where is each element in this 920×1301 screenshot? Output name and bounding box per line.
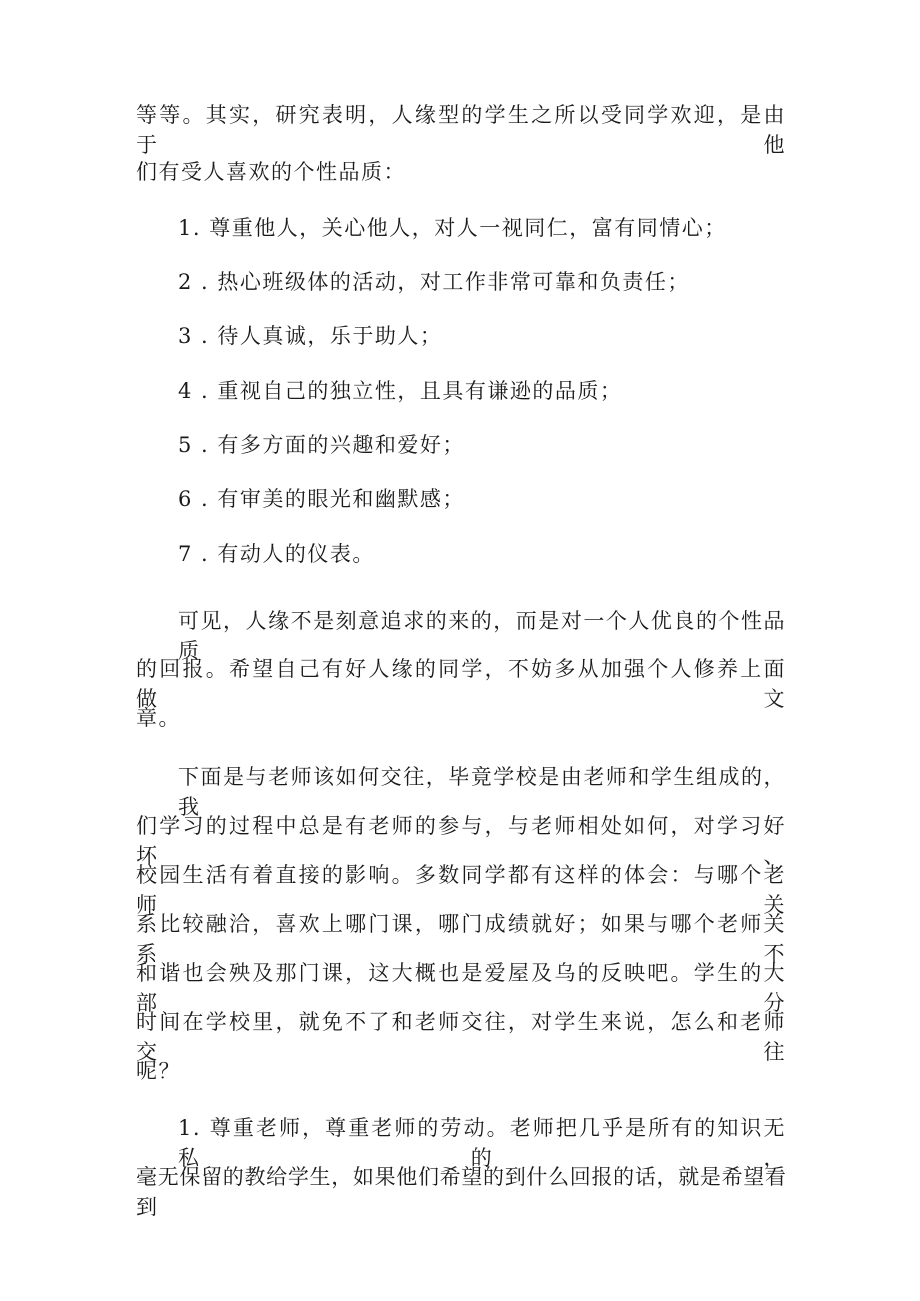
intro-line: 等等。其实，研究表明，人缘型的学生之所以受同学欢迎，是由于他 [136,103,786,157]
quality-item: 6 . 有审美的眼光和幽默感； [178,487,465,511]
conclusion-line: 可见，人缘不是刻意追求的来的，而是对一个人优良的个性品质 [178,609,786,663]
quality-item: 5 . 有多方面的兴趣和爱好； [178,433,465,457]
teacher-line: 时间在学校里，就免不了和老师交往，对学生来说，怎么和老师交往 [136,1010,786,1064]
quality-item: 7 . 有动人的仪表。 [178,542,375,566]
intro-line: 们有受人喜欢的个性品质： [136,160,406,184]
respect-line: 1. 尊重老师，尊重老师的劳动。老师把几乎是所有的知识无私的， [178,1116,786,1170]
quality-item: 1. 尊重他人，关心他人，对人一视同仁，富有同情心； [178,216,727,240]
teacher-line: 们学习的过程中总是有老师的参与，与老师相处如何，对学习好坏、 [136,814,786,868]
conclusion-line: 的回报。希望自己有好人缘的同学，不妨多从加强个人修养上面做文 [136,657,786,711]
respect-line: 毫无保留的教给学生，如果他们希望的到什么回报的话，就是希望看到 [136,1165,786,1219]
quality-item: 4 . 重视自己的独立性，且具有谦逊的品质； [178,379,623,403]
conclusion-line: 章。 [136,706,181,730]
quality-item: 2 . 热心班级体的活动，对工作非常可靠和负责任； [178,270,690,294]
teacher-line: 下面是与老师该如何交往，毕竟学校是由老师和学生组成的，我 [178,765,786,819]
teacher-line: 校园生活有着直接的影响。多数同学都有这样的体会：与哪个老师关 [136,863,786,917]
quality-item: 3 . 待人真诚，乐于助人； [178,324,443,348]
teacher-line: 系比较融洽，喜欢上哪门课，哪门成绩就好；如果与哪个老师关系不 [136,912,786,966]
teacher-line: 和谐也会殃及那门课，这大概也是爱屋及乌的反映吧。学生的大部分 [136,961,786,1015]
teacher-line: 呢？ [136,1059,181,1083]
